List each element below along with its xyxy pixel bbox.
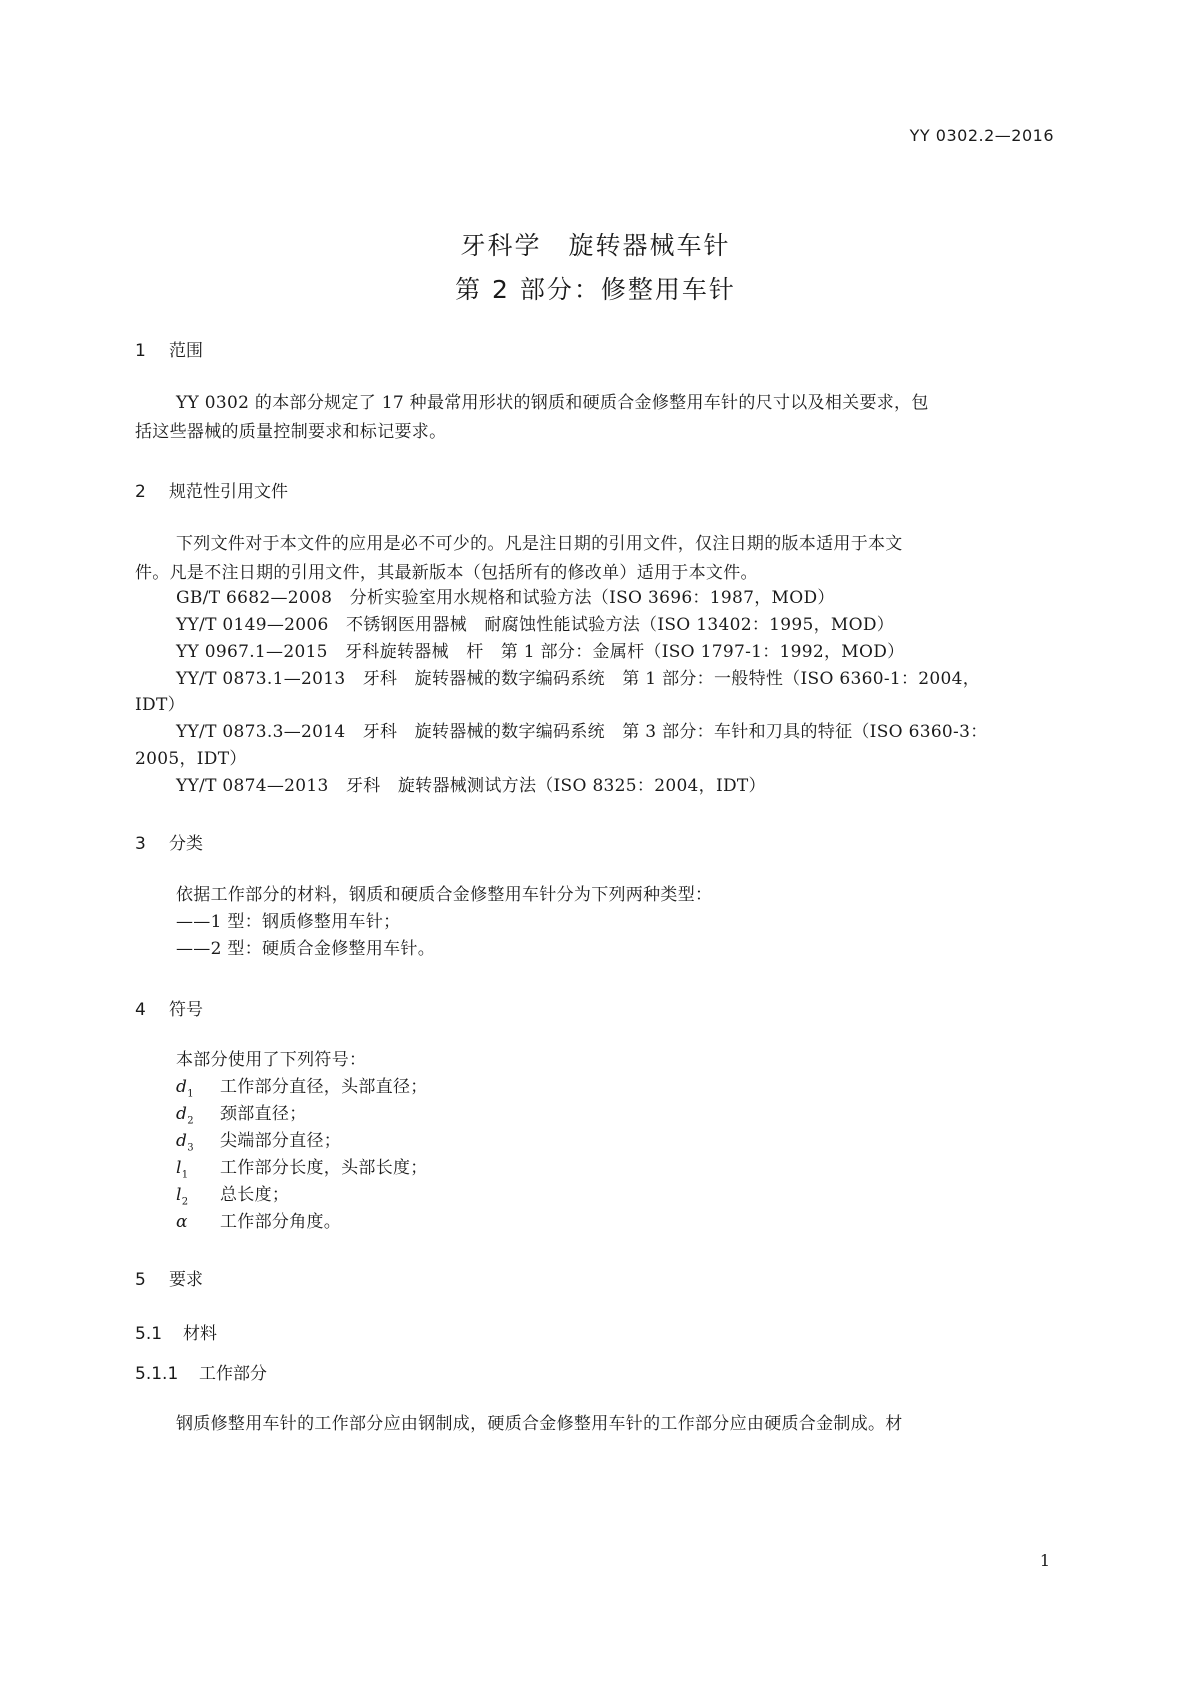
symbol-entry — [176, 1208, 341, 1243]
document-title-line1: 牙科学 旋转器械车针 — [460, 231, 731, 260]
document-number: YY 0302.2—2016 — [909, 126, 1054, 145]
section-heading-symbols — [135, 995, 203, 1020]
section-number: 3 — [135, 834, 146, 854]
subsection-heading-working-part — [135, 1359, 267, 1384]
symbol-description: 总长度； — [220, 1185, 290, 1205]
section-number: 4 — [135, 1000, 146, 1020]
section-heading-classification — [135, 829, 203, 854]
symbol-code: $d_1$ — [176, 1077, 194, 1100]
section-number: 5.1.1 — [135, 1364, 179, 1384]
section-number: 1 — [135, 341, 146, 361]
reference-item: GB/T 6682—2008 分析实验室用水规格和试验方法（ISO 3696：1987，MOD） — [176, 588, 835, 608]
scope-paragraph-line2: 括这些器械的质量控制要求和标记要求。 — [135, 422, 447, 442]
symbol-code: $d_2$ — [176, 1104, 194, 1127]
scope-paragraph-line1: YY 0302 的本部分规定了 17 种最常用形状的钢质和硬质合金修整用车针的尺寸以及相关要求，包 — [176, 393, 929, 413]
working-part-paragraph: 钢质修整用车针的工作部分应由钢制成，硬质合金修整用车针的工作部分应由硬质合金制成。材 — [176, 1414, 903, 1434]
reference-item-continuation: 2005，IDT） — [135, 749, 247, 769]
section-title: 符号 — [169, 1000, 203, 1020]
classification-item: ——2 型：硬质合金修整用车针。 — [176, 939, 436, 959]
symbols-intro: 本部分使用了下列符号： — [176, 1050, 367, 1070]
reference-item: YY/T 0149—2006 不锈钢医用器械 耐腐蚀性能试验方法（ISO 13402：1995，MOD） — [176, 615, 895, 635]
subsection-heading-materials — [135, 1319, 217, 1344]
symbol-code: $l_2$ — [176, 1185, 189, 1208]
section-title: 范围 — [169, 341, 203, 361]
symbol-code: α — [176, 1212, 188, 1232]
classification-item: ——1 型：钢质修整用车针； — [176, 912, 401, 932]
section-heading-requirements — [135, 1265, 203, 1290]
symbol-description: 工作部分长度，头部长度； — [220, 1158, 428, 1178]
reference-item: YY/T 0873.3—2014 牙科 旋转器械的数字编码系统 第 3 部分：车针和刀具的特征（ISO 6360-3： — [176, 722, 988, 742]
reference-item-continuation: IDT） — [135, 695, 185, 715]
section-number: 5.1 — [135, 1324, 163, 1344]
reference-item: YY/T 0874—2013 牙科 旋转器械测试方法（ISO 8325：2004，IDT） — [176, 776, 766, 796]
section-title: 要求 — [169, 1270, 203, 1290]
symbol-code: $d_3$ — [176, 1131, 194, 1154]
section-title: 分类 — [169, 834, 203, 854]
references-intro-line2: 件。凡是不注日期的引用文件，其最新版本（包括所有的修改单）适用于本文件。 — [135, 563, 758, 583]
references-intro-line1: 下列文件对于本文件的应用是必不可少的。凡是注日期的引用文件，仅注日期的版本适用于本文 — [176, 534, 903, 554]
section-title: 材料 — [183, 1324, 217, 1344]
section-heading-normative-references — [135, 477, 288, 502]
symbol-description: 颈部直径； — [220, 1104, 307, 1124]
section-number: 2 — [135, 482, 146, 502]
page-number: 1 — [1039, 1551, 1050, 1570]
reference-item: YY 0967.1—2015 牙科旋转器械 杆 第 1 部分：金属杆（ISO 1797-1：1992，MOD） — [176, 642, 905, 662]
section-title: 工作部分 — [199, 1364, 267, 1384]
symbol-description: 尖端部分直径； — [220, 1131, 342, 1151]
symbol-description: 工作部分角度。 — [220, 1212, 342, 1232]
section-heading-scope — [135, 336, 203, 361]
reference-item: YY/T 0873.1—2013 牙科 旋转器械的数字编码系统 第 1 部分：一般特性（ISO 6360-1：2004， — [176, 669, 981, 689]
classification-intro: 依据工作部分的材料，钢质和硬质合金修整用车针分为下列两种类型： — [176, 885, 713, 905]
symbol-description: 工作部分直径，头部直径； — [220, 1077, 428, 1097]
symbol-code: $l_1$ — [176, 1158, 189, 1181]
section-number: 5 — [135, 1270, 146, 1290]
section-title: 规范性引用文件 — [169, 482, 288, 502]
document-title-line2: 第 2 部分：修整用车针 — [455, 275, 736, 304]
